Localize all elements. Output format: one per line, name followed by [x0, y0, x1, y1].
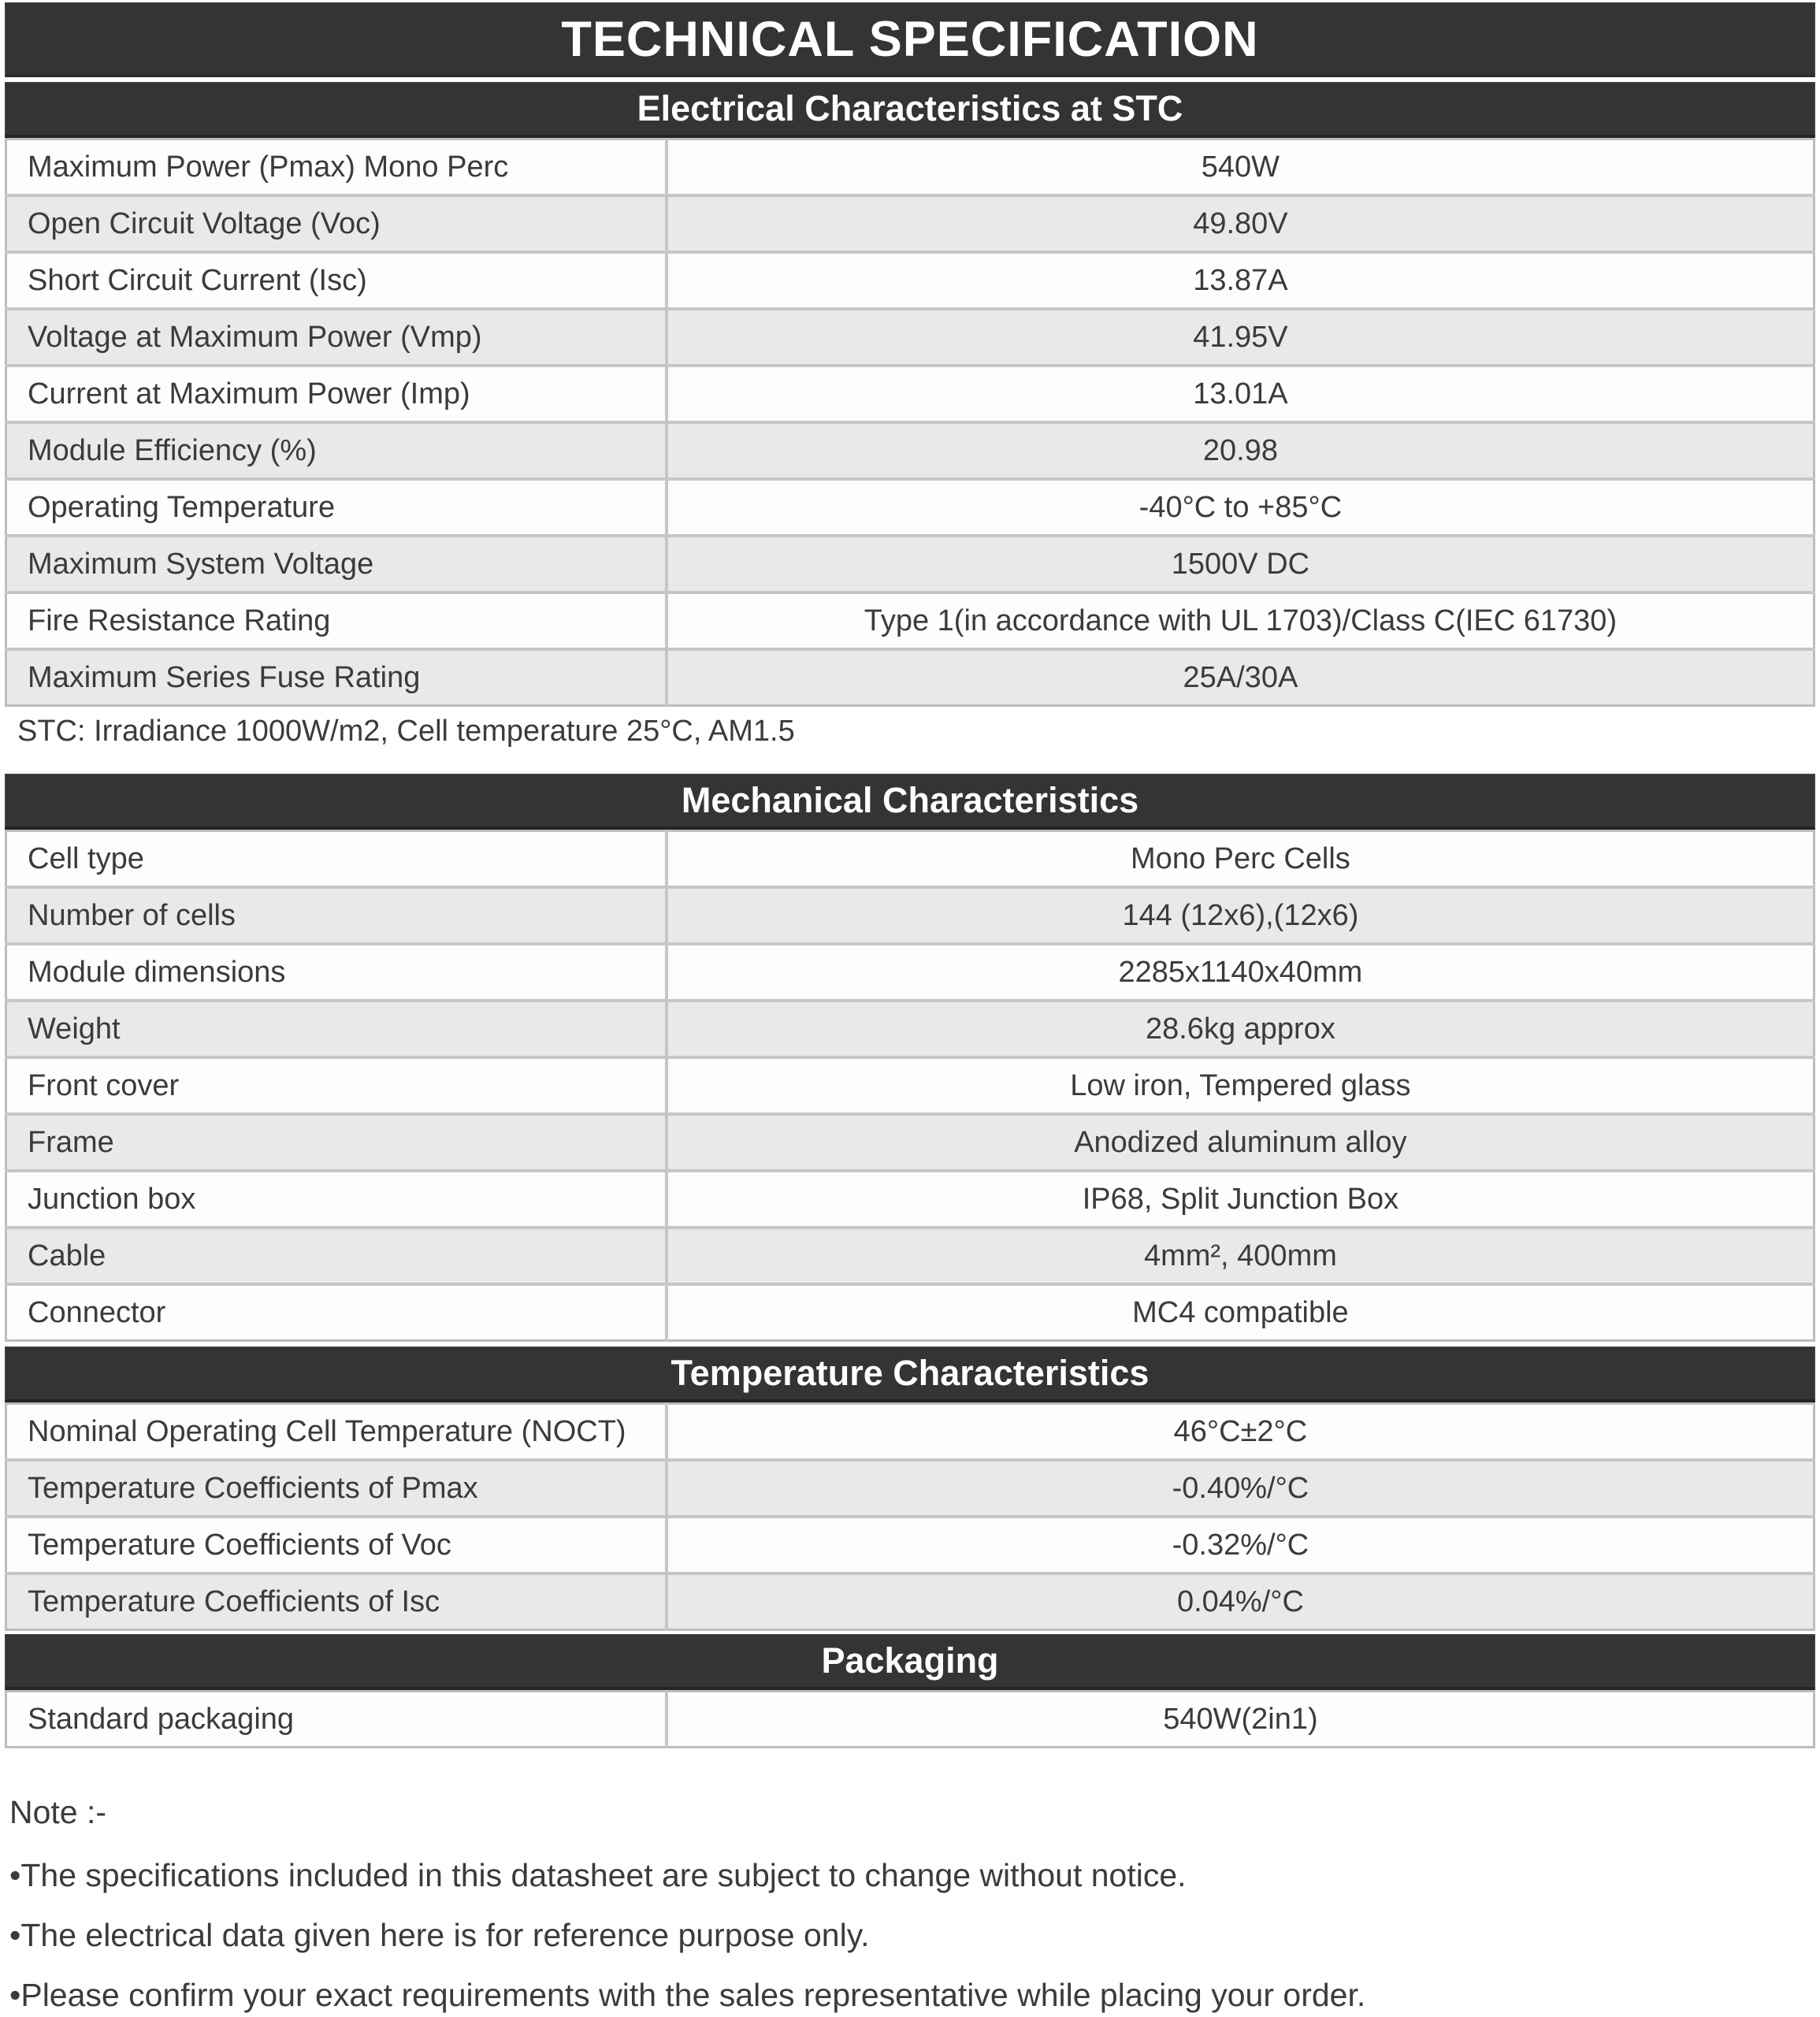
row-value: -40°C to +85°C [667, 479, 1814, 536]
table-row [6, 139, 1814, 196]
table-row [6, 422, 1814, 479]
section-mechanical [5, 774, 1815, 1342]
row-label: Maximum Series Fuse Rating [6, 649, 667, 706]
mechanical-spec-table [5, 830, 1815, 1342]
note-heading: Note :- [9, 1794, 107, 1830]
row-value: 2285x1140x40mm [667, 944, 1814, 1001]
row-value: IP68, Split Junction Box [667, 1171, 1814, 1228]
table-row [6, 1171, 1814, 1228]
section-title: Packaging [821, 1640, 999, 1681]
table-row [6, 1001, 1814, 1057]
row-value: Type 1(in accordance with UL 1703)/Class C(IEC 61730) [667, 592, 1814, 649]
row-label: Standard packaging [6, 1692, 667, 1748]
row-value: Anodized aluminum alloy [667, 1114, 1814, 1171]
section-title: Electrical Characteristics at STC [637, 88, 1183, 128]
row-label: Maximum Power (Pmax) Mono Perc [6, 139, 667, 196]
row-value: 144 (12x6),(12x6) [667, 887, 1814, 944]
temperature-spec-table [5, 1402, 1815, 1631]
row-label: Cable [6, 1228, 667, 1284]
table-row [6, 1057, 1814, 1114]
row-label: Current at Maximum Power (Imp) [6, 366, 667, 422]
notes-block [5, 1794, 1815, 2017]
table-row [6, 887, 1814, 944]
table-row [6, 1460, 1814, 1517]
row-label: Temperature Coefficients of Voc [6, 1517, 667, 1573]
row-label: Fire Resistance Rating [6, 592, 667, 649]
section-header-mechanical [5, 774, 1815, 830]
electrical-spec-table [5, 138, 1815, 707]
note-item: •Please confirm your exact requirements with the sales representative while placing your order. [9, 1977, 1366, 2013]
note-item: •The electrical data given here is for reference purpose only. [9, 1917, 870, 1953]
row-label: Voltage at Maximum Power (Vmp) [6, 309, 667, 366]
table-row [6, 252, 1814, 309]
row-value: 46°C±2°C [667, 1404, 1814, 1461]
row-value: MC4 compatible [667, 1284, 1814, 1341]
table-row [6, 195, 1814, 252]
row-label: Temperature Coefficients of Isc [6, 1573, 667, 1630]
table-row [6, 1573, 1814, 1630]
row-value: 49.80V [667, 195, 1814, 252]
row-value: 0.04%/°C [667, 1573, 1814, 1630]
table-row [6, 536, 1814, 592]
row-value: 25A/30A [667, 649, 1814, 706]
table-row [6, 1517, 1814, 1573]
row-label: Operating Temperature [6, 479, 667, 536]
row-label: Weight [6, 1001, 667, 1057]
row-label: Junction box [6, 1171, 667, 1228]
row-value: Low iron, Tempered glass [667, 1057, 1814, 1114]
stc-footnote: STC: Irradiance 1000W/m2, Cell temperature 25°C, AM1.5 [17, 715, 795, 748]
row-value: 13.87A [667, 252, 1814, 309]
section-header-packaging [5, 1634, 1815, 1690]
section-electrical [5, 82, 1815, 748]
row-label: Nominal Operating Cell Temperature (NOCT) [6, 1404, 667, 1461]
table-row [6, 1692, 1814, 1748]
row-value: -0.32%/°C [667, 1517, 1814, 1573]
row-value: 28.6kg approx [667, 1001, 1814, 1057]
row-value: 41.95V [667, 309, 1814, 366]
packaging-spec-table [5, 1690, 1815, 1748]
table-row [6, 649, 1814, 706]
table-row [6, 592, 1814, 649]
row-label: Front cover [6, 1057, 667, 1114]
table-row [6, 479, 1814, 536]
table-row [6, 1114, 1814, 1171]
table-row [6, 1404, 1814, 1461]
row-label: Frame [6, 1114, 667, 1171]
row-value: 13.01A [667, 366, 1814, 422]
row-value: 540W [667, 139, 1814, 196]
row-value: 1500V DC [667, 536, 1814, 592]
row-value: 4mm², 400mm [667, 1228, 1814, 1284]
row-value: 20.98 [667, 422, 1814, 479]
row-value: Mono Perc Cells [667, 831, 1814, 888]
row-label: Open Circuit Voltage (Voc) [6, 195, 667, 252]
row-label: Module dimensions [6, 944, 667, 1001]
row-label: Module Efficiency (%) [6, 422, 667, 479]
row-label: Short Circuit Current (Isc) [6, 252, 667, 309]
note-item: •The specifications included in this datasheet are subject to change without notice. [9, 1857, 1187, 1893]
row-label: Maximum System Voltage [6, 536, 667, 592]
section-title: Mechanical Characteristics [681, 780, 1139, 820]
section-header-electrical [5, 82, 1815, 138]
main-title-bar [5, 2, 1815, 77]
row-value: 540W(2in1) [667, 1692, 1814, 1748]
section-title: Temperature Characteristics [670, 1353, 1150, 1393]
table-row [6, 831, 1814, 888]
section-header-temperature [5, 1347, 1815, 1402]
row-label: Connector [6, 1284, 667, 1341]
row-label: Temperature Coefficients of Pmax [6, 1460, 667, 1517]
table-row [6, 366, 1814, 422]
section-packaging [5, 1634, 1815, 1748]
row-value: -0.40%/°C [667, 1460, 1814, 1517]
table-row [6, 309, 1814, 366]
row-label: Number of cells [6, 887, 667, 944]
row-label: Cell type [6, 831, 667, 888]
section-temperature [5, 1347, 1815, 1631]
page-title: TECHNICAL SPECIFICATION [561, 11, 1259, 67]
table-row [6, 1228, 1814, 1284]
table-row [6, 1284, 1814, 1341]
table-row [6, 944, 1814, 1001]
